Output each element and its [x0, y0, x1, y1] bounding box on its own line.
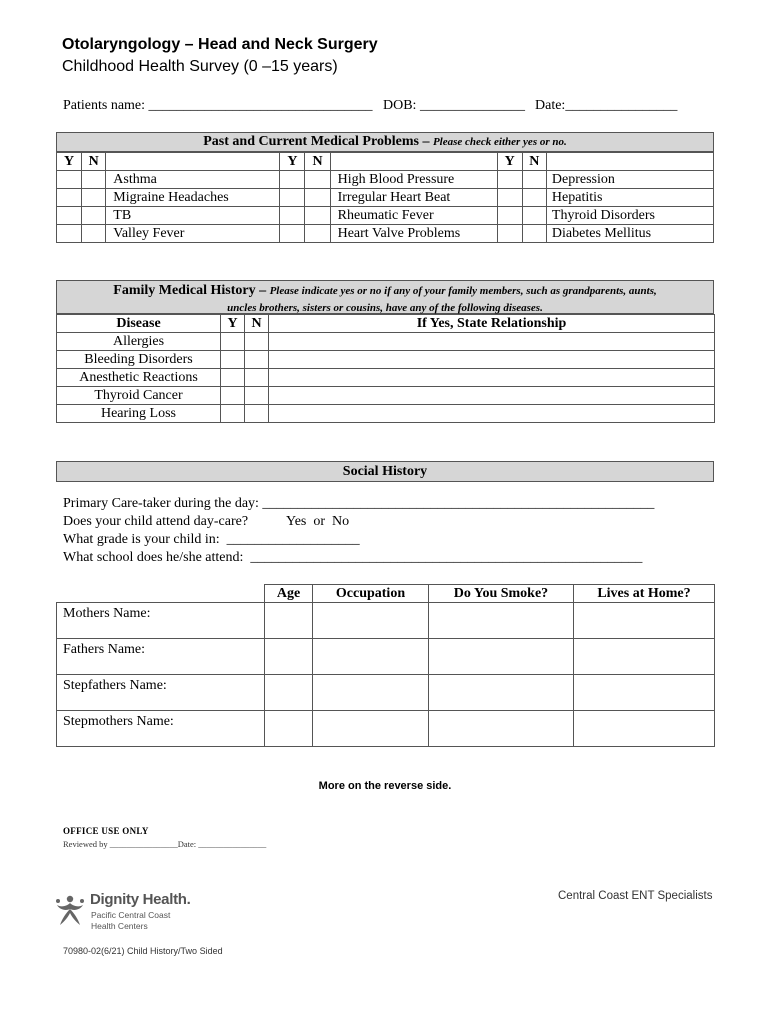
occupation-header: Occupation	[313, 585, 429, 603]
no-checkbox[interactable]	[522, 225, 546, 243]
past-problems-note: Please check either yes or no.	[432, 136, 567, 148]
no-checkbox[interactable]	[245, 333, 269, 351]
yes-checkbox[interactable]	[497, 225, 522, 243]
no-checkbox[interactable]	[522, 189, 546, 207]
relationship-field[interactable]	[269, 369, 715, 387]
relationship-field[interactable]	[269, 351, 715, 369]
parents-table	[56, 584, 715, 747]
yes-checkbox[interactable]	[221, 405, 245, 423]
yes-checkbox[interactable]	[280, 189, 305, 207]
dob-field[interactable]: DOB: _______________	[383, 98, 525, 113]
parent-row	[57, 675, 715, 711]
family-history-note-2: uncles brothers, sisters or cousins, have any of the following diseases.	[227, 302, 543, 314]
past-problems-row	[57, 207, 714, 225]
daycare-question: Does your child attend day-care?	[63, 514, 249, 529]
form-title: Otolaryngology – Head and Neck Surgery	[62, 36, 378, 53]
family-history-row	[57, 387, 715, 405]
past-problems-section	[56, 132, 714, 243]
form-code: 70980-02(6/21) Child History/Two Sided	[63, 946, 223, 956]
smoke-field[interactable]	[429, 711, 574, 747]
past-problems-table	[56, 152, 714, 243]
condition-label: Irregular Heart Beat	[330, 189, 497, 207]
parent-name-field[interactable]	[57, 603, 265, 639]
yes-checkbox[interactable]	[497, 171, 522, 189]
past-problems-header	[56, 132, 714, 152]
disease-label: Anesthetic Reactions	[57, 369, 221, 387]
parent-row-label: Fathers Name:	[63, 642, 146, 657]
yes-checkbox[interactable]	[280, 225, 305, 243]
occupation-field[interactable]	[313, 675, 429, 711]
parents-header-row	[57, 585, 715, 603]
reverse-side-note: More on the reverse side.	[318, 780, 452, 792]
family-history-table	[56, 314, 715, 423]
disease-header: Disease	[57, 315, 221, 333]
grade-field[interactable]: What grade is your child in: ___________________	[63, 532, 360, 547]
yes-header: Y	[497, 153, 522, 171]
past-problems-row	[57, 171, 714, 189]
disease-label: Allergies	[57, 333, 221, 351]
yes-checkbox[interactable]	[280, 171, 305, 189]
yes-checkbox[interactable]	[280, 207, 305, 225]
family-history-row	[57, 369, 715, 387]
yes-checkbox[interactable]	[221, 387, 245, 405]
smoke-field[interactable]	[429, 603, 574, 639]
age-field[interactable]	[265, 711, 313, 747]
yes-checkbox[interactable]	[57, 207, 82, 225]
yes-checkbox[interactable]	[221, 333, 245, 351]
logo-line-3: Health Centers	[91, 921, 148, 931]
past-problems-row	[57, 189, 714, 207]
lives-at-home-header: Lives at Home?	[574, 585, 715, 603]
blank-header	[546, 153, 713, 171]
occupation-field[interactable]	[313, 711, 429, 747]
no-checkbox[interactable]	[522, 207, 546, 225]
lives-at-home-field[interactable]	[574, 603, 715, 639]
lives-at-home-field[interactable]	[574, 639, 715, 675]
logo-brand: Dignity Health.	[90, 891, 191, 908]
no-checkbox[interactable]	[245, 351, 269, 369]
social-history-header	[56, 461, 714, 482]
yes-checkbox[interactable]	[221, 351, 245, 369]
parent-name-field[interactable]	[57, 675, 265, 711]
occupation-field[interactable]	[313, 639, 429, 675]
lives-at-home-field[interactable]	[574, 675, 715, 711]
yes-checkbox[interactable]	[221, 369, 245, 387]
no-checkbox[interactable]	[82, 207, 106, 225]
past-problems-heading: Past and Current Medical Problems –	[203, 134, 433, 149]
age-field[interactable]	[265, 675, 313, 711]
dignity-health-logo	[54, 891, 254, 935]
family-history-section	[56, 280, 714, 423]
no-checkbox[interactable]	[245, 369, 269, 387]
relationship-header: If Yes, State Relationship	[269, 315, 715, 333]
family-history-heading: Family Medical History –	[113, 283, 270, 298]
office-use-label: OFFICE USE ONLY	[63, 826, 149, 836]
parent-row	[57, 603, 715, 639]
parent-name-field[interactable]	[57, 711, 265, 747]
disease-label: Thyroid Cancer	[57, 387, 221, 405]
yes-checkbox[interactable]	[497, 189, 522, 207]
smoke-field[interactable]	[429, 639, 574, 675]
condition-label: Hepatitis	[546, 189, 713, 207]
clinic-name: Central Coast ENT Specialists	[558, 890, 713, 902]
past-problems-header-row	[57, 153, 714, 171]
smoke-field[interactable]	[429, 675, 574, 711]
daycare-yes-no-options[interactable]: Yes or No	[286, 514, 350, 529]
yes-header: Y	[221, 315, 245, 333]
no-checkbox[interactable]	[245, 387, 269, 405]
date-field[interactable]: Date:________________	[535, 98, 678, 113]
no-checkbox[interactable]	[305, 207, 330, 225]
parent-name-field[interactable]	[57, 639, 265, 675]
no-checkbox[interactable]	[82, 189, 106, 207]
patient-name-field[interactable]: Patients name: ________________________________	[63, 98, 373, 113]
no-header: N	[245, 315, 269, 333]
condition-label: High Blood Pressure	[330, 171, 497, 189]
no-checkbox[interactable]	[305, 189, 330, 207]
yes-checkbox[interactable]	[57, 189, 82, 207]
relationship-field[interactable]	[269, 333, 715, 351]
primary-caretaker-field[interactable]: Primary Care-taker during the day: ________________________________________________________	[63, 496, 655, 511]
condition-label: Diabetes Mellitus	[546, 225, 713, 243]
age-header: Age	[265, 585, 313, 603]
parent-row	[57, 639, 715, 675]
yes-checkbox[interactable]	[57, 225, 82, 243]
parent-row-label: Mothers Name:	[63, 606, 151, 621]
no-header: N	[522, 153, 546, 171]
no-checkbox[interactable]	[522, 171, 546, 189]
family-history-header-row	[57, 315, 715, 333]
parent-row	[57, 711, 715, 747]
blank-header	[330, 153, 497, 171]
occupation-field[interactable]	[313, 603, 429, 639]
no-checkbox[interactable]	[305, 171, 330, 189]
logo-line-2: Pacific Central Coast	[91, 910, 171, 920]
smoke-header: Do You Smoke?	[429, 585, 574, 603]
condition-label: TB	[106, 207, 280, 225]
parent-row-label: Stepfathers Name:	[63, 678, 167, 693]
blank-header	[57, 585, 265, 603]
family-history-header	[56, 280, 714, 314]
parent-row-label: Stepmothers Name:	[63, 714, 174, 729]
lives-at-home-field[interactable]	[574, 711, 715, 747]
social-history-heading: Social History	[342, 464, 428, 479]
condition-label: Heart Valve Problems	[330, 225, 497, 243]
condition-label: Thyroid Disorders	[546, 207, 713, 225]
yes-checkbox[interactable]	[57, 171, 82, 189]
condition-label: Rheumatic Fever	[330, 207, 497, 225]
yes-header: Y	[57, 153, 82, 171]
family-history-row	[57, 351, 715, 369]
reviewed-by-field[interactable]: Reviewed by ________________Date: ________________	[63, 839, 267, 849]
no-header: N	[82, 153, 106, 171]
condition-label: Migraine Headaches	[106, 189, 280, 207]
age-field[interactable]	[265, 639, 313, 675]
blank-header	[106, 153, 280, 171]
no-checkbox[interactable]	[82, 171, 106, 189]
no-checkbox[interactable]	[305, 225, 330, 243]
form-subtitle: Childhood Health Survey (0 –15 years)	[62, 58, 338, 75]
no-checkbox[interactable]	[82, 225, 106, 243]
dignity-health-symbol-icon	[54, 893, 86, 929]
family-history-note: Please indicate yes or no if any of your family members, such as grandparents, aunts,	[269, 285, 657, 297]
disease-label: Bleeding Disorders	[57, 351, 221, 369]
no-checkbox[interactable]	[245, 405, 269, 423]
age-field[interactable]	[265, 603, 313, 639]
yes-header: Y	[280, 153, 305, 171]
disease-label: Hearing Loss	[57, 405, 221, 423]
school-field[interactable]: What school does he/she attend: ________________________________________________________	[63, 550, 643, 565]
family-history-row	[57, 333, 715, 351]
condition-label: Valley Fever	[106, 225, 280, 243]
no-header: N	[305, 153, 330, 171]
past-problems-row	[57, 225, 714, 243]
condition-label: Depression	[546, 171, 713, 189]
family-history-row	[57, 405, 715, 423]
relationship-field[interactable]	[269, 405, 715, 423]
yes-checkbox[interactable]	[497, 207, 522, 225]
condition-label: Asthma	[106, 171, 280, 189]
relationship-field[interactable]	[269, 387, 715, 405]
